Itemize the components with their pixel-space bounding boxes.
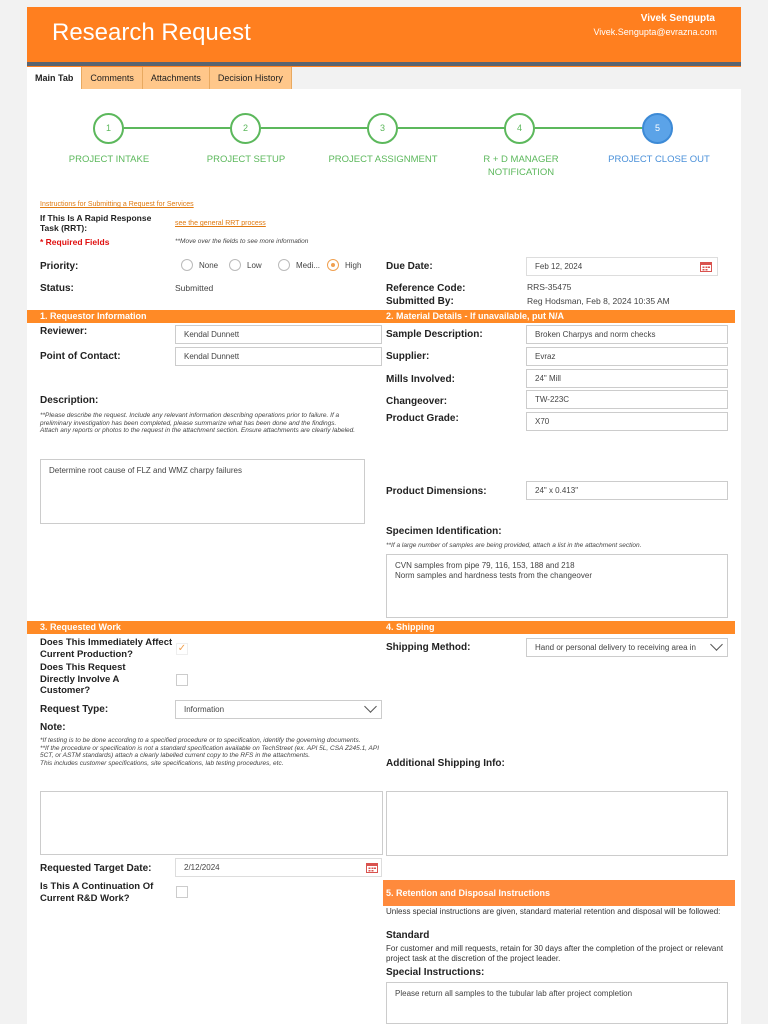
mills-involved-input[interactable]: 24" Mill [526,369,728,388]
specimen-identification-textarea[interactable]: CVN samples from pipe 79, 116, 153, 188 and 218 Norm samples and hardness tests from the changeover [386,554,728,618]
instructions-link[interactable]: Instructions for Submitting a Request for Services [40,201,194,208]
priority-medium-radio[interactable] [278,259,290,271]
request-type-label: Request Type: [40,704,109,715]
target-date-input[interactable]: 2/12/2024 [175,858,382,877]
page-title: Research Request [52,19,251,46]
reviewer-label: Reviewer: [40,326,88,337]
continuation-label: Is This A Continuation Of Current R&D Work? [40,881,154,904]
user-email: Vivek.Sengupta@evrazna.com [593,27,717,37]
reviewer-input[interactable]: Kendal Dunnett [175,325,382,344]
section-material-header: 2. Material Details - If unavailable, put N/A [383,310,735,323]
mills-involved-label: Mills Involved: [386,374,455,385]
step-2-circle[interactable]: 2 [230,113,261,144]
submitted-by-value: Reg Hodsman, Feb 8, 2024 10:35 AM [527,296,670,306]
supplier-input[interactable]: Evraz [526,347,728,366]
point-of-contact-label: Point of Contact: [40,351,121,362]
calendar-icon[interactable] [366,862,378,873]
changeover-label: Changeover: [386,396,448,407]
tab-decision-history[interactable]: Decision History [210,67,292,89]
due-date-label: Due Date: [386,261,433,272]
step-4-circle[interactable]: 4 [504,113,535,144]
user-name[interactable]: Vivek Sengupta [640,13,715,24]
shipping-method-label: Shipping Method: [386,642,471,653]
tab-main[interactable]: Main Tab [27,67,82,89]
step-3-label: PROJECT ASSIGNMENT [328,154,438,165]
priority-low-radio[interactable] [229,259,241,271]
sample-description-label: Sample Description: [386,329,483,340]
involve-customer-checkbox[interactable] [176,674,188,686]
product-grade-label: Product Grade: [386,413,459,424]
specimen-identification-label: Specimen Identification: [386,526,502,537]
priority-label: Priority: [40,261,79,272]
step-1-circle[interactable]: 1 [93,113,124,144]
tab-comments[interactable]: Comments [82,67,143,89]
product-grade-input[interactable]: X70 [526,412,728,431]
shipping-method-select[interactable]: Hand or personal delivery to receiving area in [526,638,728,657]
retention-intro: Unless special instructions are given, standard material retention and disposal will be followed: [386,907,721,916]
app-header [27,7,741,67]
note-label: Note: [40,722,66,733]
step-1-label: PROJECT INTAKE [68,154,150,165]
step-2-label: PROJECT SETUP [206,154,286,165]
step-connector [261,127,369,129]
target-date-label: Requested Target Date: [40,863,152,874]
additional-shipping-textarea[interactable] [386,791,728,856]
step-connector [535,127,645,129]
section-shipping-header: 4. Shipping [383,621,735,634]
tab-bar [27,67,292,89]
special-instructions-textarea[interactable]: Please return all samples to the tubular lab after project completion [386,982,728,1024]
status-label: Status: [40,283,74,294]
changeover-input[interactable]: TW-223C [526,390,728,409]
calendar-icon[interactable] [700,261,712,272]
reference-code-value: RRS-35475 [527,282,572,292]
priority-high-label: High [345,261,362,270]
product-dimensions-label: Product Dimensions: [386,486,487,497]
affect-production-label: Does This Immediately Affect Current Production? [40,637,173,660]
affect-production-checkbox[interactable]: ✓ [177,643,187,654]
additional-shipping-label: Additional Shipping Info: [386,758,505,769]
continuation-checkbox[interactable] [176,886,188,898]
header-divider [27,62,741,66]
description-textarea[interactable]: Determine root cause of FLZ and WMZ charpy failures [40,459,365,524]
supplier-label: Supplier: [386,351,430,362]
description-note: **Please describe the request. Include any relevant information describing operations prior to failure. If a preliminary investigation has been completed, please summarize what has been done and the findings. Attach any reports or photos to the request in the attachment section. Ensure attachments are clearly labeled. [40,412,356,435]
section-retention-header: 5. Retention and Disposal Instructions [383,880,735,906]
step-connector [398,127,506,129]
step-4-label: R + D MANAGER NOTIFICATION [483,154,559,178]
requested-work-textarea[interactable] [40,791,383,855]
due-date-input[interactable]: Feb 12, 2024 [526,257,718,276]
priority-low-label: Low [247,261,262,270]
note-text: *If testing is to be done according to a specified procedure or to specification, identify the governing documents. **If the procedure or specification is not a standard specification available on TechStreet (ex. API 5L, CSA Z245.1, API 5CT, or ASTM standards) attach a clearly labelled current copy to the RFS in the attachments. This includes customer specifications, site specifications, lab testing procedures, etc. [40,737,380,767]
priority-none-label: None [199,261,219,270]
request-type-select[interactable]: Information [175,700,382,719]
section-requested-work-header: 3. Requested Work [27,621,383,634]
status-value: Submitted [175,283,214,293]
sample-description-input[interactable]: Broken Charpys and norm checks [526,325,728,344]
section-requestor-header: 1. Requestor Information [27,310,383,323]
priority-medium-label: Medi... [296,261,321,270]
reference-code-label: Reference Code: [386,283,466,294]
point-of-contact-input[interactable]: Kendal Dunnett [175,347,382,366]
special-instructions-label: Special Instructions: [386,967,485,978]
step-connector [124,127,234,129]
submitted-by-label: Submitted By: [386,296,454,307]
step-5-label: PROJECT CLOSE OUT [608,154,710,165]
hover-note: **Move over the fields to see more information [175,238,309,245]
step-3-circle[interactable]: 3 [367,113,398,144]
involve-customer-label: Does This Request Directly Involve A Customer? [40,662,126,696]
priority-high-radio[interactable] [327,259,339,271]
tab-attachments[interactable]: Attachments [143,67,210,89]
priority-none-radio[interactable] [181,259,193,271]
step-5-circle[interactable]: 5 [642,113,673,144]
retention-standard-text: For customer and mill requests, retain for 30 days after the completion of the project or relevant project task at the discretion of the project leader. [386,944,724,963]
product-dimensions-input[interactable]: 24" x 0.413" [526,481,728,500]
specimen-note: **If a large number of samples are being provided, attach a list in the attachment section. [386,542,642,549]
required-fields-note: * Required Fields [40,237,110,247]
rrt-label: If This Is A Rapid Response Task (RRT): [40,213,152,233]
description-label: Description: [40,395,99,406]
retention-standard-label: Standard [386,930,430,941]
rrt-process-link[interactable]: see the general RRT process [175,220,266,227]
